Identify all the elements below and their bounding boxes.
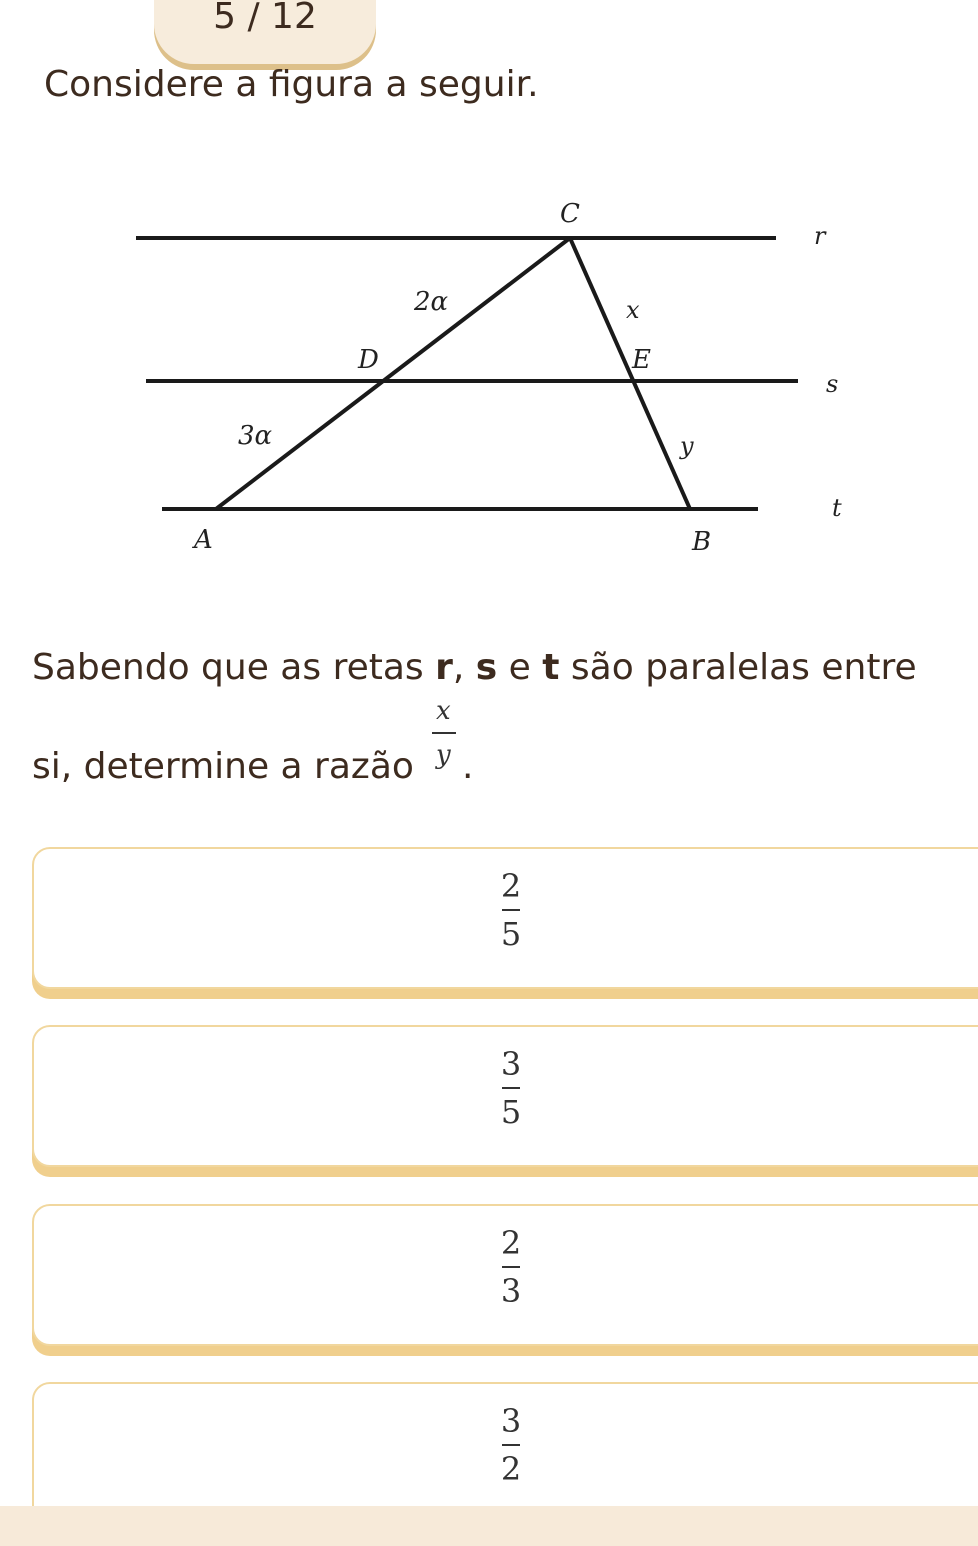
fraction-bar: [432, 732, 456, 734]
ratio-numerator: x: [436, 696, 451, 726]
option-fraction: [496, 1402, 526, 1488]
segment-ac: [216, 238, 570, 509]
label-e: E: [632, 345, 651, 375]
option-numerator: 3: [500, 1045, 522, 1083]
label-y: y: [680, 432, 694, 460]
option-numerator: 2: [500, 1224, 522, 1262]
progress-indicator: [154, 0, 376, 64]
label-d: D: [358, 345, 379, 375]
option-fraction: [496, 1224, 526, 1310]
ratio-denominator: y: [436, 740, 451, 770]
question-line1: Sabendo que as retas r, s e t são paralelas entre: [32, 647, 917, 688]
option-denominator: 5: [500, 915, 522, 953]
label-r: r: [814, 222, 826, 250]
option-numerator: 3: [500, 1402, 522, 1440]
fraction-bar: [502, 1087, 520, 1089]
fraction-bar: [502, 909, 520, 911]
answer-option-3[interactable]: [32, 1204, 978, 1346]
option-fraction: [496, 867, 526, 953]
label-b: B: [692, 527, 712, 557]
label-2alpha: 2α: [414, 287, 449, 317]
label-t-bold: t: [542, 647, 560, 688]
bottom-bar: [0, 1506, 978, 1546]
label-3alpha: 3α: [238, 421, 273, 451]
label-x: x: [626, 296, 640, 324]
option-fraction: [496, 1045, 526, 1131]
segment-cb: [570, 238, 690, 509]
answer-option-2[interactable]: [32, 1025, 978, 1167]
answer-option-4[interactable]: [32, 1382, 978, 1524]
label-c: C: [560, 199, 580, 229]
answer-option-1[interactable]: [32, 847, 978, 989]
question-end: .: [462, 746, 474, 787]
question-line2: si, determine a razão: [32, 746, 414, 787]
geometry-figure: [0, 180, 978, 570]
ratio-fraction: [432, 696, 458, 786]
option-denominator: 2: [500, 1450, 522, 1488]
option-denominator: 3: [500, 1272, 522, 1310]
intro-text: Considere a figura a seguir.: [44, 64, 539, 105]
option-numerator: 2: [500, 867, 522, 905]
fraction-bar: [502, 1266, 520, 1268]
fraction-bar: [502, 1444, 520, 1446]
label-a: A: [194, 525, 213, 555]
label-s: s: [826, 370, 839, 398]
label-r-bold: r: [435, 647, 453, 688]
label-s-bold: s: [475, 647, 498, 688]
progress-text: 5 / 12: [213, 0, 317, 37]
label-t: t: [832, 494, 842, 522]
option-denominator: 5: [500, 1093, 522, 1131]
